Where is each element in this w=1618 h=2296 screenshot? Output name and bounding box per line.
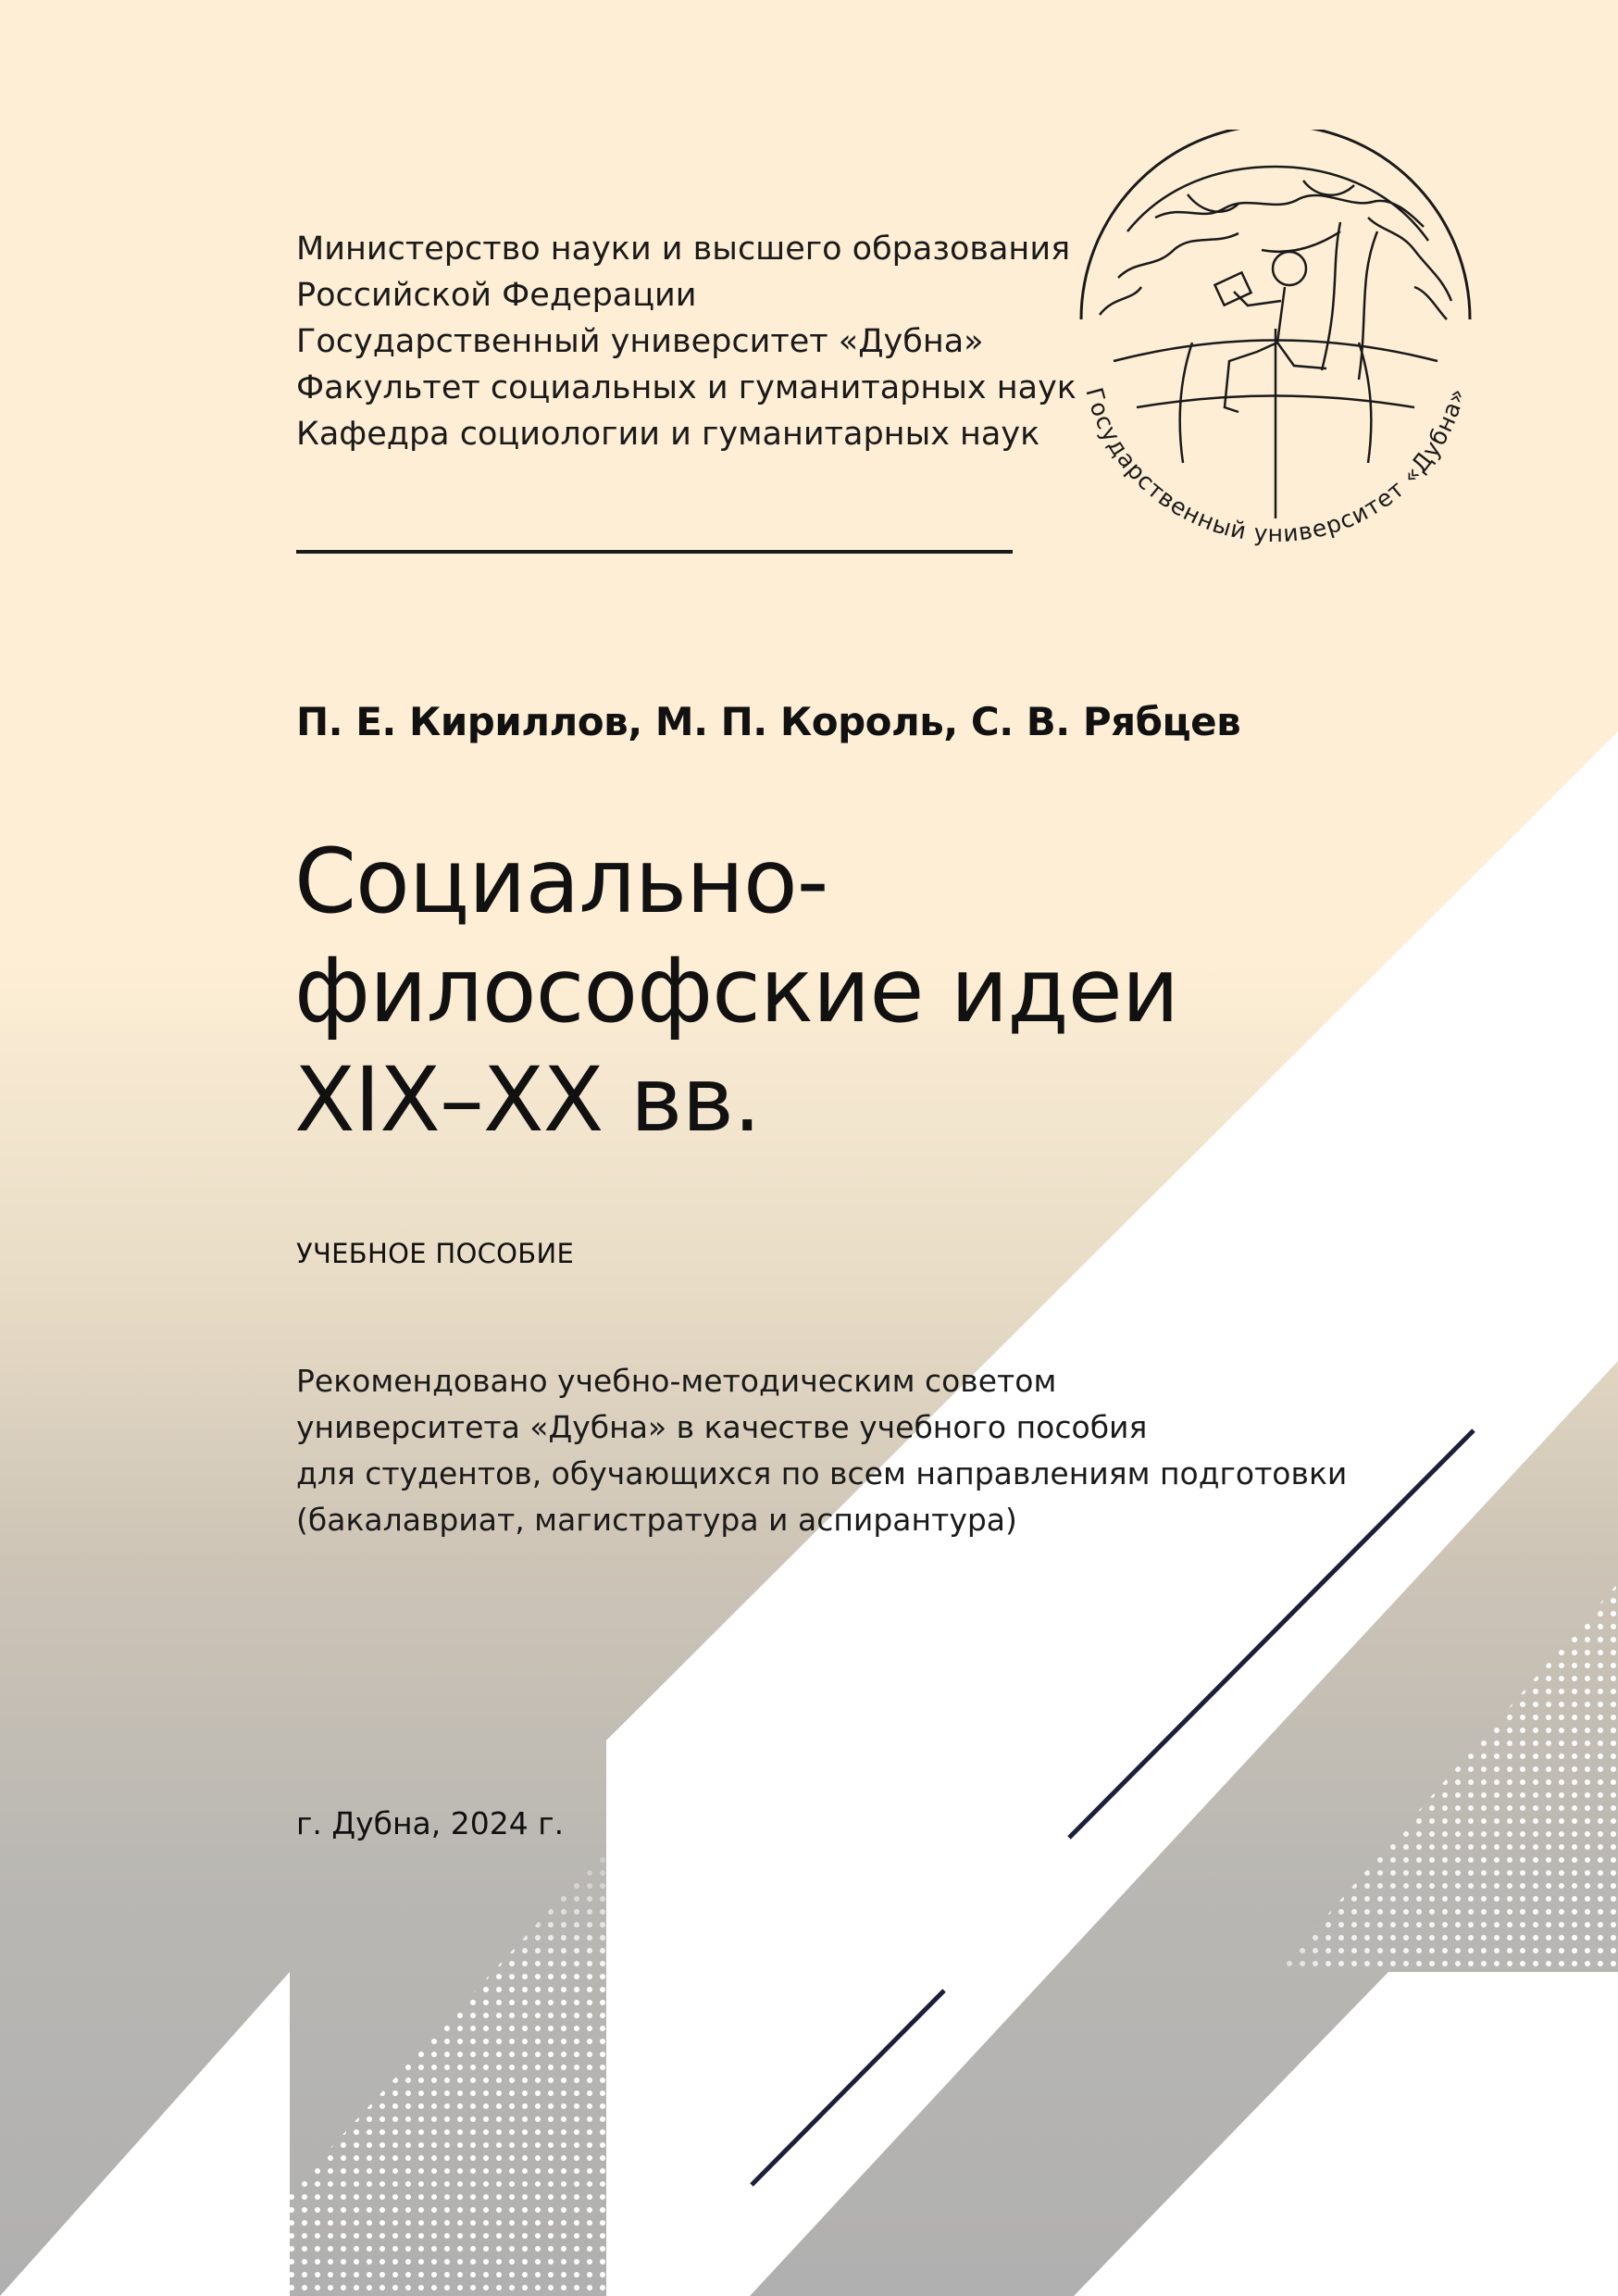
book-title	[294, 827, 1178, 1154]
title-line: XIX–XX вв.	[294, 1048, 761, 1152]
university-line: Государственный университет «Дубна»	[296, 323, 984, 360]
department-line: Кафедра социологии и гуманитарных наук	[296, 416, 1040, 453]
recommendation-line: Рекомендовано учебно-методическим советом	[296, 1363, 1057, 1399]
ministry-line: Министерство науки и высшего образования	[296, 231, 1071, 268]
white-band-lower-left	[0, 1972, 290, 2296]
recommendation-line: для студентов, обучающихся по всем направлениям подготовки	[296, 1455, 1348, 1491]
authors: П. Е. Кириллов, М. П. Король, С. В. Рябцев	[296, 699, 1241, 744]
ministry-line: Российской Федерации	[296, 277, 697, 314]
recommendation-line: университета «Дубна» в качестве учебного пособия	[296, 1409, 1148, 1445]
recommendation-text	[296, 1358, 1347, 1543]
white-band-lower-right	[1074, 1972, 1618, 2296]
city-year: г. Дубна, 2024 г.	[296, 1805, 565, 1841]
recommendation-line: (бакалавриат, магистратура и аспирантура)	[296, 1502, 1017, 1538]
title-line: Социально-	[294, 830, 828, 933]
university-emblem-icon	[1063, 130, 1488, 555]
faculty-line: Факультет социальных и гуманитарных наук	[296, 369, 1077, 406]
title-line: философские идеи	[294, 939, 1179, 1042]
ministry-header	[296, 226, 1092, 457]
emblem-arc-text: Государственный университет «Дубна»	[1080, 384, 1471, 548]
header-divider	[296, 550, 1013, 554]
document-type: УЧЕБНОЕ ПОСОБИЕ	[296, 1238, 575, 1269]
